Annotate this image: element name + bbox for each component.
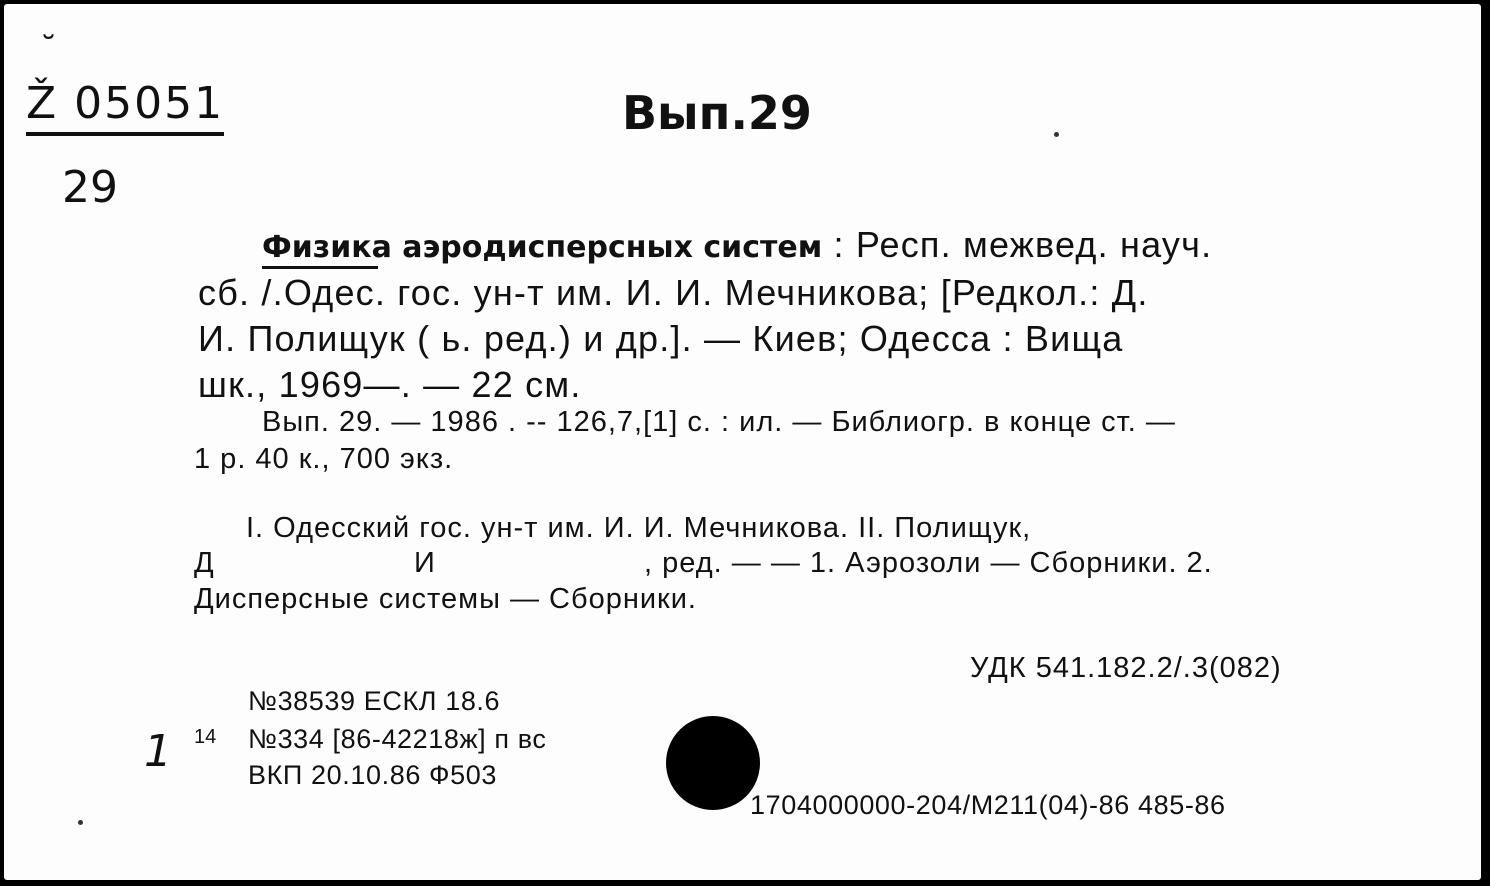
shelfmark: Ž 05051 [26,76,224,136]
catalog-card [4,4,1481,880]
breve-mark: ˘ [40,30,57,70]
title-line-1-rest: : Респ. межвед. науч. [822,224,1213,265]
title-line-2: сб. /.Одес. гос. ун-т им. И. И. Мечникова; [Редкол.: Д. [198,272,1149,313]
udc-code: УДК 541.182.2/.3(082) [970,652,1282,684]
classification-code: 1704000000-204/М211(04)-86 485-86 [750,790,1226,820]
handwritten-volume: 29 [62,162,118,213]
tracing-line-3: Дисперсные системы — Сборники. [194,583,697,615]
title-underline [262,266,378,269]
tracing-line-2-c: , ред. — — 1. Аэрозоли — Сборники. 2. [644,547,1213,579]
issue-line-2: 1 р. 40 к., 700 экз. [194,443,454,475]
issue-label: Вып.29 [622,86,812,140]
title-line-3: И. Полищук ( ь. ред.) и др.]. — Киев; Одесса : Вища [198,318,1124,359]
stray-dot [1054,132,1059,137]
record-line-2: №334 [86-42218ж] п вс [248,724,547,754]
issue-line-1: Вып. 29. — 1986 . -- 126,7,[1] с. : ил. — Библиогр. в конце ст. — [262,406,1176,438]
record-line-3: ВКП 20.10.86 Ф503 [248,760,498,790]
record-line-1: №38539 ЕСКЛ 18.6 [248,686,501,716]
record-line-2-prefix: 14 [194,726,217,748]
ink-blot [666,716,760,810]
stray-dot [78,820,83,825]
handwritten-mark: 1 [144,726,172,777]
title-heading: Физика аэродисперсных систем [262,230,823,265]
tracing-line-1: I. Одесский гос. ун-т им. И. И. Мечникова. II. Полищук, [246,512,1032,544]
tracing-line-2-b: И [414,547,436,579]
title-line-4: шк., 1969—. — 22 см. [198,364,582,405]
tracing-line-2-a: Д [194,547,215,579]
title-line-1 [262,222,1212,271]
